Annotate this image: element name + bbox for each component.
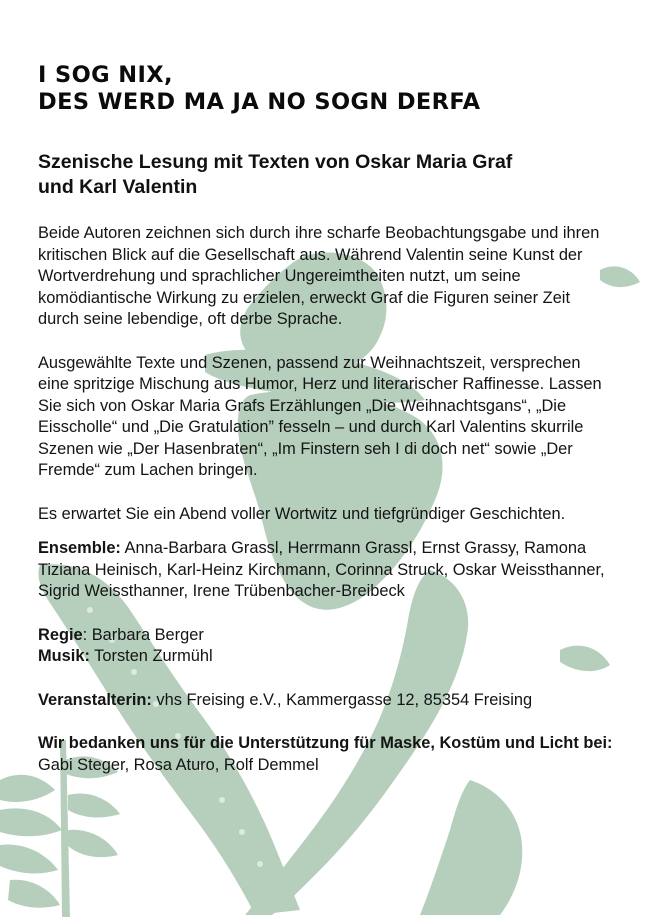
fern-leaf-1: [0, 775, 55, 802]
lower-shape: [420, 780, 522, 915]
veranstalter-label: Veranstalterin:: [38, 690, 152, 709]
flyer-subtitle: [38, 150, 613, 200]
subtitle-line-1: Szenische Lesung mit Texten von Oskar Maria Graf: [38, 151, 513, 173]
ensemble-value: Anna-Barbara Grassl, Herrmann Grassl, Ernst Grassy, Ramona Tiziana Heinisch, Karl-Heinz Kirchmann, Corinna Struck, Oskar Weissthanner, Sigrid Weissthanner, Irene Trübenbacher-Breibeck: [38, 539, 605, 600]
title-line-1: I SOG NIX,: [38, 62, 173, 88]
fern-leaf-4: [8, 880, 60, 908]
fern-leaf-6: [68, 794, 120, 818]
fern-leaf-2: [0, 808, 62, 836]
program-paragraph: Ausgewählte Texte und Szenen, passend zur Weihnachtszeit, versprechen eine spritzige Mischung aus Humor, Herz und literarischer Raffinesse. Lassen Sie sich von Oskar Maria Grafs Erzählungen „Die Weihnachtsgans“, „Die Eisscholle“ und „Die Gratulation” fesseln – und durch Karl Valentins skurrile Szenen wie „Der Hasenbraten“, „Im Finstern seh I di doch net“ sowie „Der Fremde“ zum Lachen bringen.: [38, 353, 602, 479]
intro-paragraph: Beide Autoren zeichnen sich durch ihre scharfe Beobachtungsgabe und ihren kritischen Blick auf die Gesellschaft aus. Während Valentin seine Kunst der Wortverdrehung und sprachlicher Ungereimtheiten nutzt, um seine komödiantische Wirkung zu erzielen, erweckt Graf die Figuren seiner Zeit durch seine lebendige, oft derbe Sprache.: [38, 224, 600, 328]
veranstalter-value: vhs Freising e.V., Kammergasse 12, 85354 Freising: [151, 690, 533, 709]
fern-leaf-7: [68, 830, 118, 857]
ensemble-label: Ensemble:: [38, 539, 121, 557]
flyer-content: [38, 62, 613, 776]
musik-credit: [38, 646, 613, 668]
thanks-value: Gabi Steger, Rosa Aturo, Rolf Demmel: [38, 755, 319, 774]
thanks-credit: [38, 733, 613, 776]
subtitle-line-2: und Karl Valentin: [38, 176, 198, 198]
veranstalter-credit: [38, 690, 613, 712]
ensemble-credit: [38, 538, 613, 603]
regie-credit: [38, 625, 613, 647]
fern-leaf-3: [0, 844, 58, 873]
musik-label: Musik:: [38, 647, 90, 665]
regie-value: : Barbara Berger: [82, 625, 204, 644]
title-line-2: DES WERD MA JA NO SOGN DERFA: [38, 89, 481, 115]
regie-label: Regie: [38, 625, 83, 644]
thanks-label: Wir bedanken uns für die Unterstützung für Maske, Kostüm und Licht bei:: [38, 734, 613, 752]
flyer-title: [38, 62, 613, 116]
musik-value: Torsten Zurmühl: [89, 647, 213, 665]
closing-paragraph: Es erwartet Sie ein Abend voller Wortwitz und tiefgründiger Geschichten.: [38, 504, 566, 523]
